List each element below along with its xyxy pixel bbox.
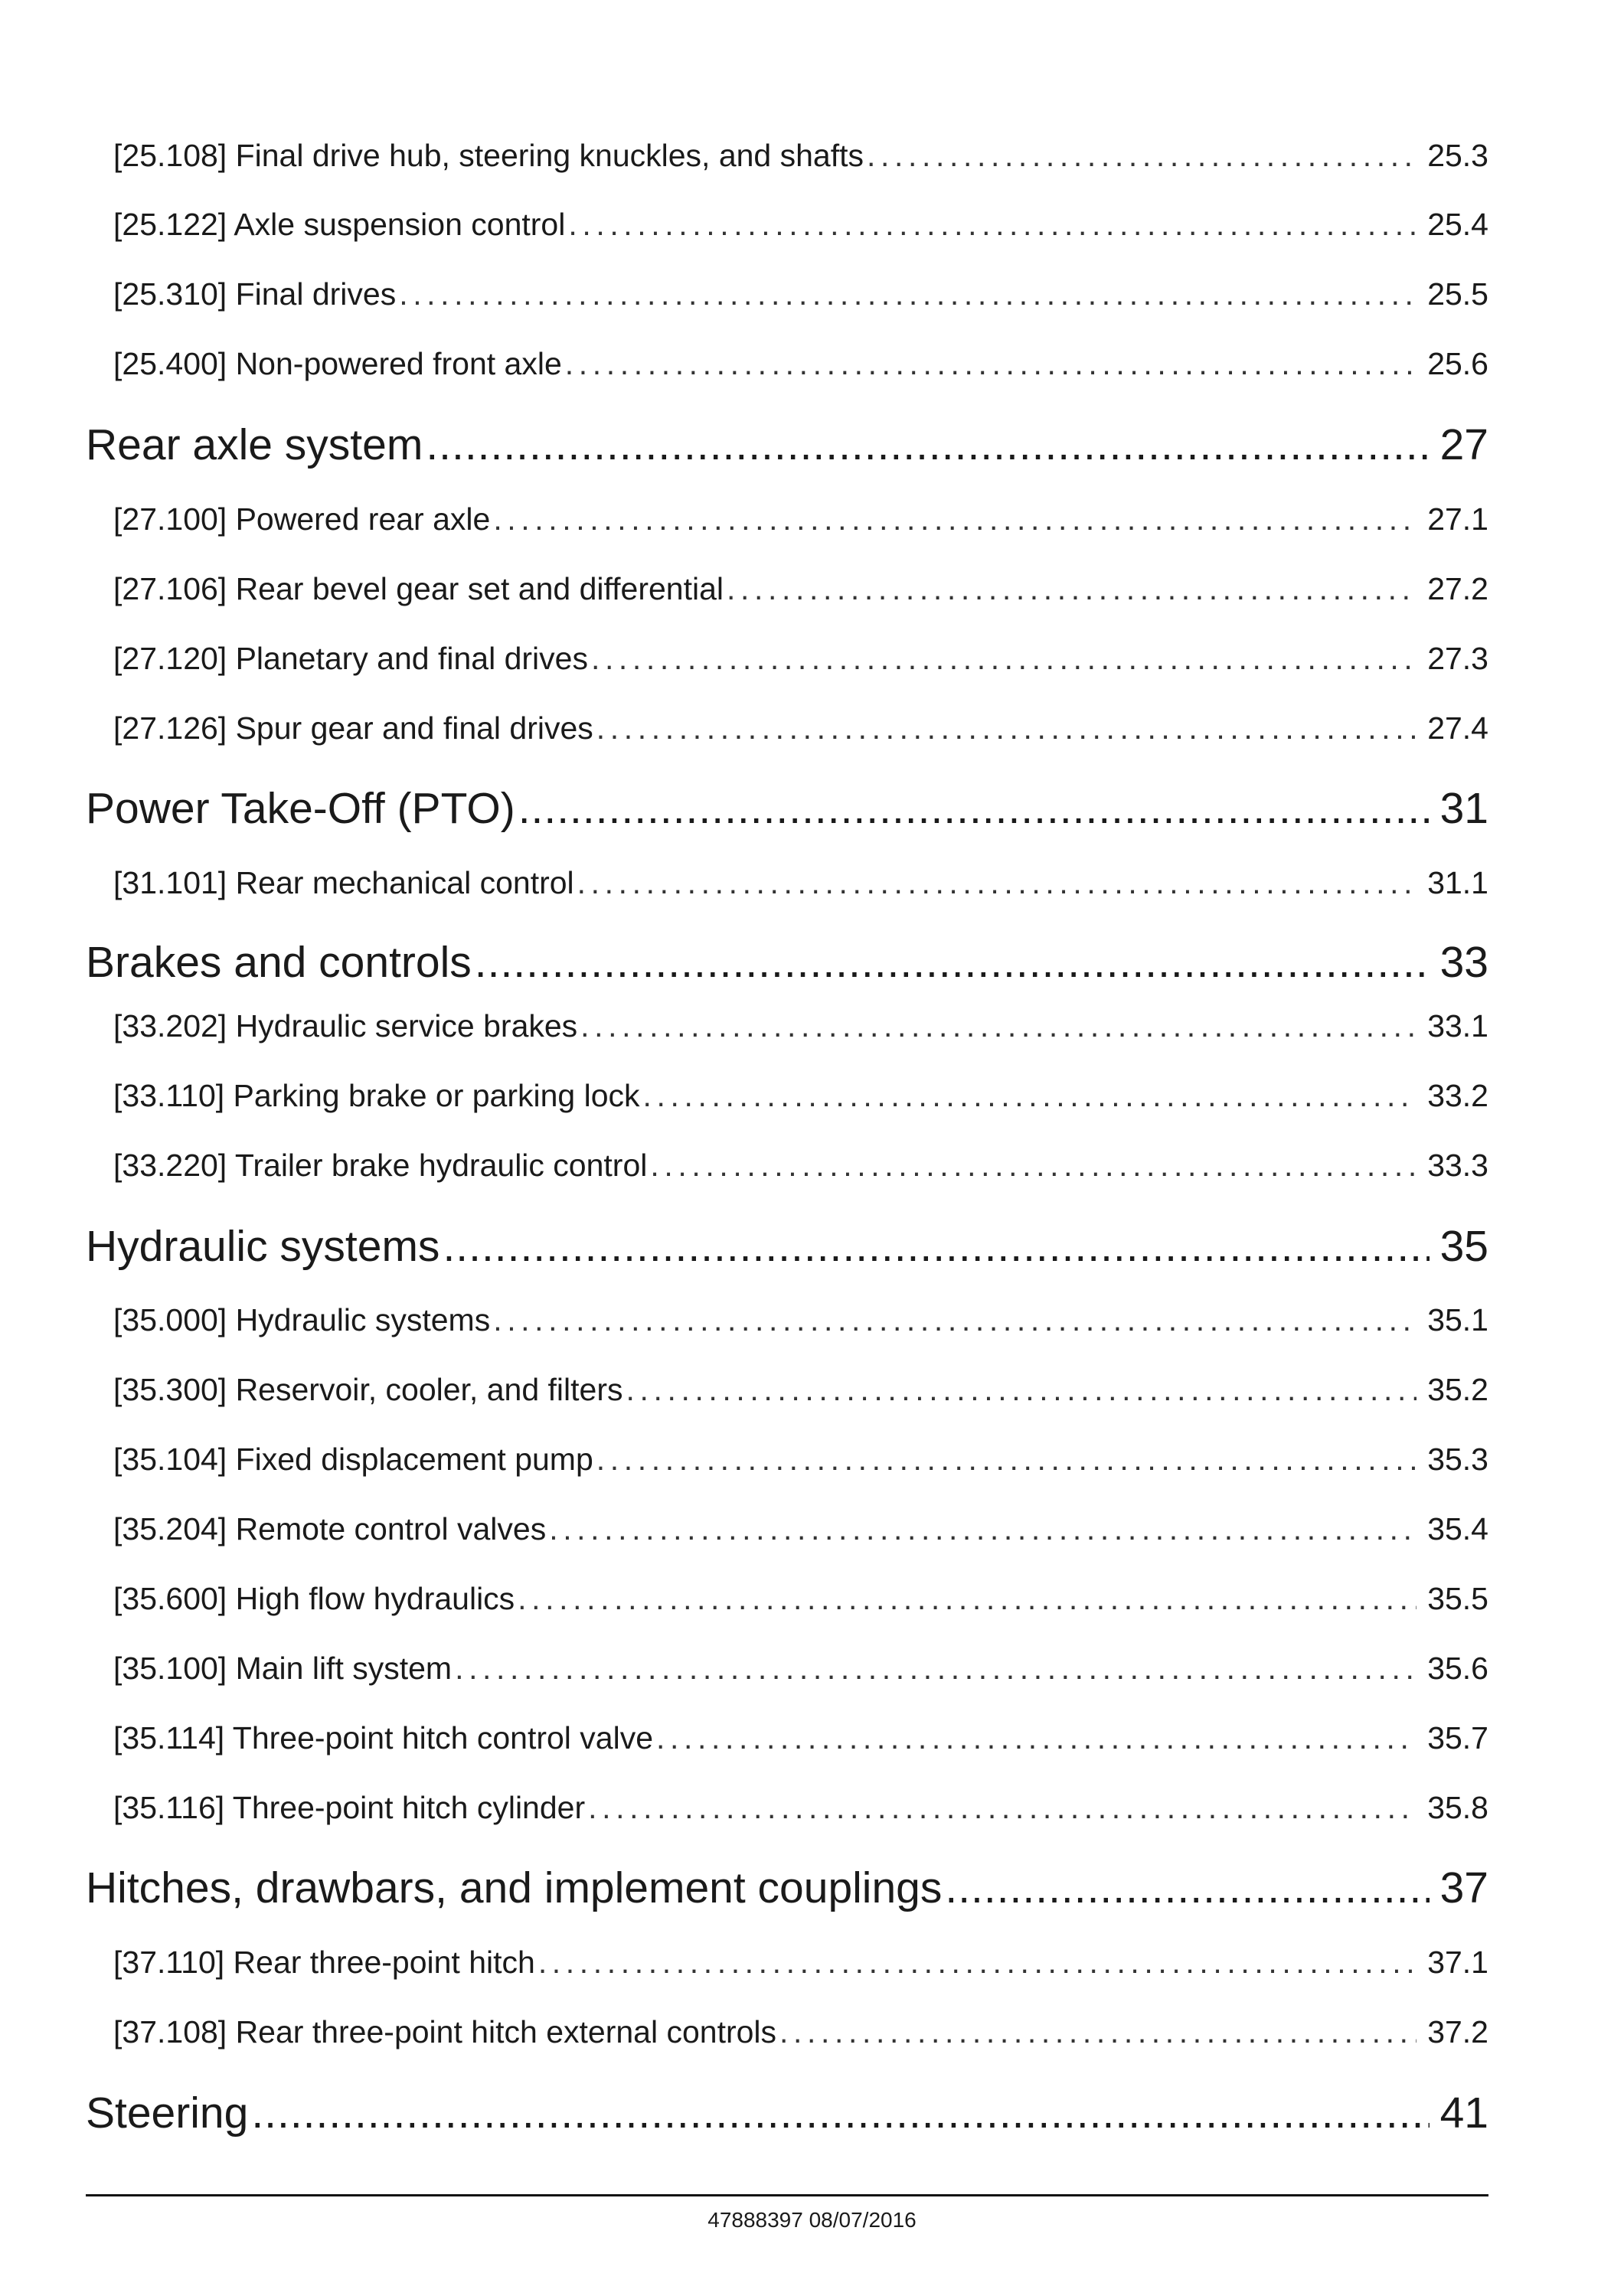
toc-entry-page: 35.7	[1427, 1720, 1488, 1755]
dot-leader	[650, 1148, 1417, 1184]
toc-entry-page: 33.2	[1427, 1078, 1488, 1113]
toc-entry-page: 37.1	[1427, 1945, 1488, 1980]
toc-entry[interactable]	[113, 1790, 1488, 1826]
toc-section[interactable]	[86, 1863, 1488, 1913]
toc-entry-label: [25.122] Axle suspension control	[113, 207, 566, 242]
toc-entry-label: [35.000] Hydraulic systems	[113, 1302, 491, 1337]
toc-entry[interactable]	[113, 1442, 1488, 1478]
toc-entry-label: [35.114] Three-point hitch control valve	[113, 1720, 654, 1755]
footer-rule	[86, 2194, 1488, 2196]
toc-entry[interactable]	[113, 571, 1488, 607]
toc-section[interactable]	[86, 783, 1488, 834]
toc-section[interactable]	[86, 1221, 1488, 1272]
toc-entry[interactable]	[113, 138, 1488, 174]
toc-entry-label: [35.204] Remote control valves	[113, 1511, 547, 1546]
toc-entry[interactable]	[113, 1148, 1488, 1184]
toc-entry-page: 35.6	[1427, 1651, 1488, 1686]
toc-entry[interactable]	[113, 501, 1488, 537]
dot-leader	[549, 1511, 1417, 1547]
dot-leader	[518, 783, 1430, 834]
toc-entry-label: [25.310] Final drives	[113, 276, 397, 312]
toc-entry-page: 35.4	[1427, 1511, 1488, 1546]
toc-entry-label: [27.106] Rear bevel gear set and differential	[113, 571, 724, 606]
toc-entry-label: [37.108] Rear three-point hitch external controls	[113, 2014, 777, 2049]
toc-entry-page: 27.3	[1427, 641, 1488, 676]
toc-entry-page: 31.1	[1427, 865, 1488, 900]
dot-leader	[779, 2014, 1417, 2050]
dot-leader	[251, 2088, 1429, 2138]
dot-leader	[493, 1302, 1417, 1338]
toc-entry[interactable]	[113, 1008, 1488, 1044]
toc-entry-label: [27.100] Powered rear axle	[113, 501, 491, 537]
dot-leader	[577, 865, 1417, 901]
dot-leader	[518, 1581, 1417, 1617]
toc-entry-label: [33.202] Hydraulic service brakes	[113, 1008, 578, 1043]
toc-entry-label: [27.126] Spur gear and final drives	[113, 710, 593, 746]
toc-entry[interactable]	[113, 641, 1488, 677]
toc-entry-label: [35.104] Fixed displacement pump	[113, 1442, 593, 1477]
toc-section-page: 27	[1439, 420, 1488, 469]
dot-leader	[591, 641, 1417, 677]
toc-entry-page: 25.4	[1427, 207, 1488, 242]
toc-entry-page: 27.1	[1427, 501, 1488, 537]
dot-leader	[426, 420, 1429, 470]
dot-leader	[945, 1863, 1429, 1913]
toc-entry-page: 35.5	[1427, 1581, 1488, 1616]
footer-doc-id: 47888397 08/07/2016	[707, 2208, 917, 2232]
toc-entry[interactable]	[113, 276, 1488, 312]
toc-entry[interactable]	[113, 1078, 1488, 1114]
toc-entry-page: 35.3	[1427, 1442, 1488, 1477]
toc-section-page: 35	[1439, 1222, 1488, 1271]
dot-leader	[399, 276, 1417, 312]
toc-entry-label: [35.116] Three-point hitch cylinder	[113, 1790, 586, 1825]
toc-entry[interactable]	[113, 1720, 1488, 1756]
toc-section[interactable]	[86, 420, 1488, 470]
toc-entry[interactable]	[113, 207, 1488, 243]
toc-section-page: 37	[1439, 1863, 1488, 1912]
toc-entry-label: [33.110] Parking brake or parking lock	[113, 1078, 640, 1113]
dot-leader	[565, 346, 1417, 382]
toc-entry[interactable]	[113, 865, 1488, 901]
toc-entry[interactable]	[113, 1302, 1488, 1338]
toc-entry-page: 27.2	[1427, 571, 1488, 606]
toc-section-page: 41	[1439, 2089, 1488, 2138]
toc-entry-label: [25.400] Non-powered front axle	[113, 346, 562, 381]
toc-section[interactable]	[86, 2088, 1488, 2138]
toc-entry-page: 25.3	[1427, 138, 1488, 173]
toc-section[interactable]	[86, 937, 1488, 988]
toc-entry-page: 35.8	[1427, 1790, 1488, 1825]
toc-section-page: 31	[1439, 784, 1488, 833]
dot-leader	[455, 1651, 1417, 1687]
dot-leader	[443, 1221, 1429, 1272]
toc-section-title: Power Take-Off (PTO)	[86, 784, 515, 833]
dot-leader	[643, 1078, 1417, 1114]
toc-entry[interactable]	[113, 1581, 1488, 1617]
toc-entry[interactable]	[113, 1511, 1488, 1547]
toc-entry-label: [31.101] Rear mechanical control	[113, 865, 574, 900]
dot-leader	[493, 501, 1417, 537]
toc-entry-page: 37.2	[1427, 2014, 1488, 2049]
toc-entry-label: [35.100] Main lift system	[113, 1651, 453, 1686]
toc-section-title: Hydraulic systems	[86, 1222, 440, 1271]
dot-leader	[596, 1442, 1417, 1478]
dot-leader	[626, 1372, 1417, 1408]
toc-entry[interactable]	[113, 1651, 1488, 1687]
dot-leader	[538, 1945, 1417, 1981]
toc-entry[interactable]	[113, 2014, 1488, 2050]
toc-section-title: Steering	[86, 2089, 249, 2138]
dot-leader	[588, 1790, 1417, 1826]
dot-leader	[727, 571, 1417, 607]
dot-leader	[568, 207, 1417, 243]
toc-entry[interactable]	[113, 1945, 1488, 1981]
toc-entry-page: 35.2	[1427, 1372, 1488, 1407]
dot-leader	[596, 710, 1417, 746]
dot-leader	[867, 138, 1417, 174]
toc-entry-page: 25.6	[1427, 346, 1488, 381]
dot-leader	[475, 937, 1430, 988]
toc-entry[interactable]	[113, 346, 1488, 382]
toc-entry-page: 27.4	[1427, 710, 1488, 746]
toc-section-title: Hitches, drawbars, and implement couplings	[86, 1863, 943, 1912]
toc-entry-page: 35.1	[1427, 1302, 1488, 1337]
toc-entry-label: [35.600] High flow hydraulics	[113, 1581, 515, 1616]
toc-entry-label: [33.220] Trailer brake hydraulic control	[113, 1148, 648, 1183]
toc-entry-page: 25.5	[1427, 276, 1488, 312]
toc-entry-label: [27.120] Planetary and final drives	[113, 641, 588, 676]
toc-entry-page: 33.1	[1427, 1008, 1488, 1043]
toc-entry-label: [25.108] Final drive hub, steering knuckles, and shafts	[113, 138, 864, 173]
toc-section-title: Rear axle system	[86, 420, 423, 469]
dot-leader	[580, 1008, 1417, 1044]
toc-entry[interactable]	[113, 710, 1488, 746]
toc-entry-page: 33.3	[1427, 1148, 1488, 1183]
toc-section-title: Brakes and controls	[86, 938, 472, 987]
toc-entry[interactable]	[113, 1372, 1488, 1408]
toc-section-page: 33	[1439, 938, 1488, 987]
dot-leader	[656, 1720, 1417, 1756]
toc-entry-label: [37.110] Rear three-point hitch	[113, 1945, 535, 1980]
toc-entry-label: [35.300] Reservoir, cooler, and filters	[113, 1372, 623, 1407]
